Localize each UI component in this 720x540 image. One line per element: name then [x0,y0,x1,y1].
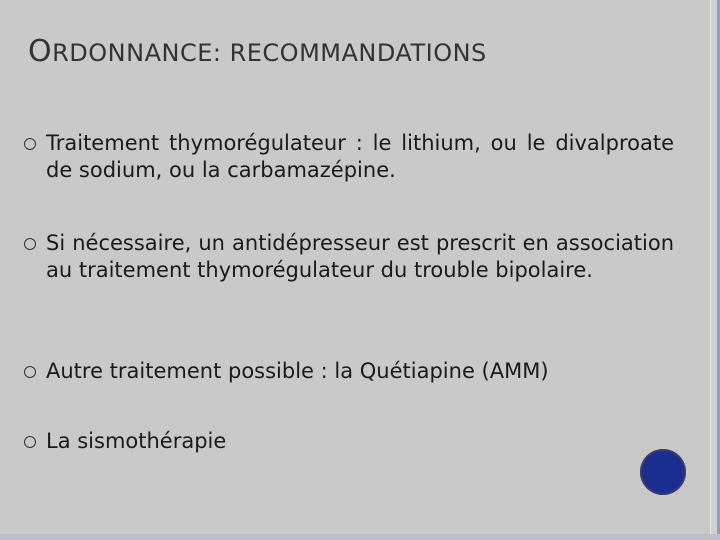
circle-bullet-icon [24,238,36,250]
circle-bullet-icon [24,366,36,378]
bullet-text: La sismothérapie [46,429,227,453]
list-item [24,428,680,455]
bullet-text: Traitement thymorégulateur : le lithium, ou le divalproate de sodium, ou la carbamazépine. [46,131,674,182]
title-rest: RDONNANCE: RECOMMANDATIONS [52,39,487,67]
list-item [24,230,680,284]
circle-bullet-icon [24,436,36,448]
title-first-letter: O [28,34,53,69]
slide-frame-right [710,0,720,540]
slide-title [28,34,487,69]
slide-frame-bottom [0,534,720,540]
circle-bullet-icon [24,138,36,150]
list-item [24,130,680,184]
bullet-text: Autre traitement possible : la Quétiapine (AMM) [46,359,549,383]
list-item [24,358,680,385]
bullet-text: Si nécessaire, un antidépresseur est prescrit en association au traitement thymorégulateur du trouble bipolaire. [46,231,674,282]
navigation-circle-button[interactable] [640,449,686,495]
